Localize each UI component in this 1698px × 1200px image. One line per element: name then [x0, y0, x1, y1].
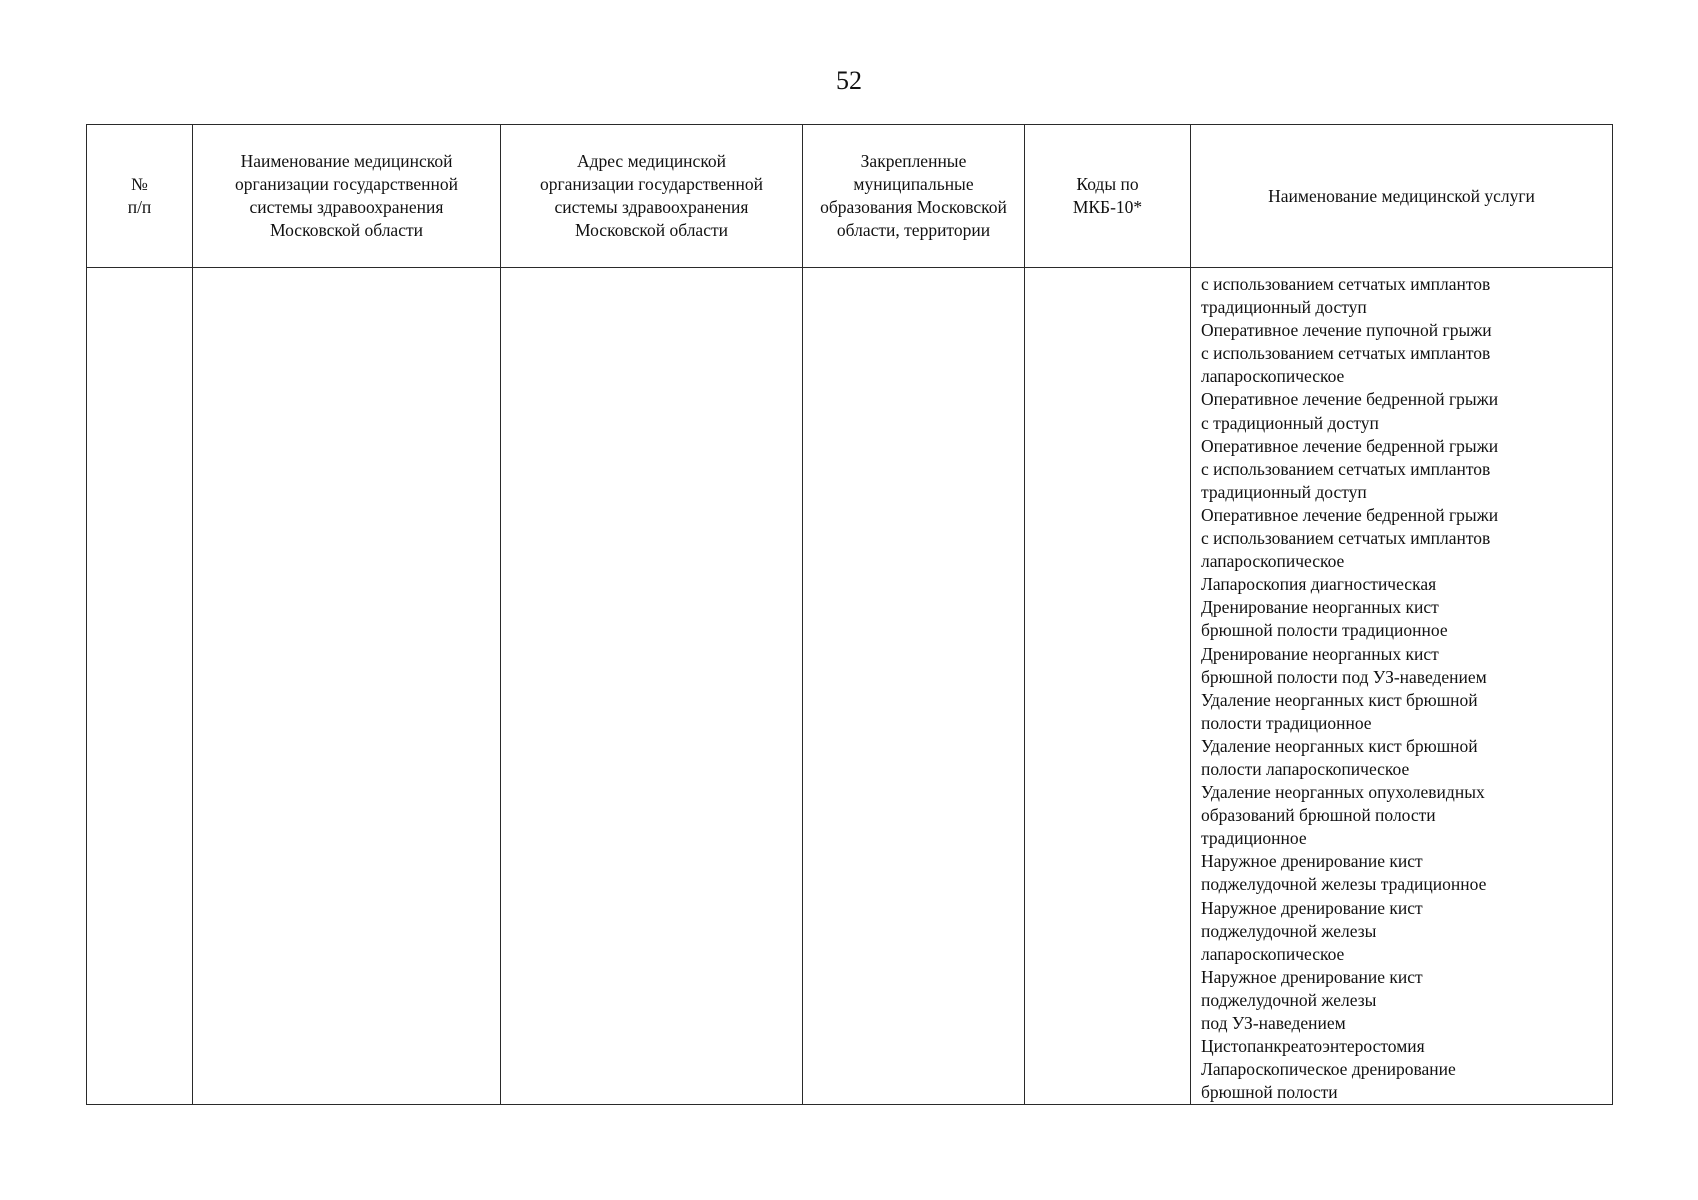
cell-icd-codes	[1025, 268, 1191, 1105]
service-item: с использованием сетчатых имплантов традиционный доступ	[1201, 274, 1491, 318]
header-organization: Наименование медицинской организации государственной системы здравоохранения Московской области	[193, 125, 501, 268]
service-item: Удаление неорганных кист брюшной полости традиционное	[1201, 689, 1478, 733]
header-address: Адрес медицинской организации государственной системы здравоохранения Московской области	[501, 125, 803, 268]
service-item: Удаление неорганных опухолевидных образований брюшной полости традиционное	[1201, 782, 1485, 849]
cell-organization	[193, 268, 501, 1105]
header-number: № п/п	[87, 125, 193, 268]
service-item: Оперативное лечение пупочной грыжи с использованием сетчатых имплантов лапароскопическое	[1201, 320, 1492, 387]
service-item: Наружное дренирование кист поджелудочной железы под УЗ-наведением	[1201, 966, 1423, 1033]
service-item: Лапароскопическое дренирование брюшной полости	[1201, 1059, 1456, 1103]
service-item: Дренирование неорганных кист брюшной полости под УЗ-наведением	[1201, 643, 1487, 687]
cell-address	[501, 268, 803, 1105]
services-list	[1191, 268, 1612, 1104]
table-header-row	[87, 125, 1613, 268]
service-item: Наружное дренирование кист поджелудочной железы лапароскопическое	[1201, 897, 1423, 964]
service-item: Дренирование неорганных кист брюшной полости традиционное	[1201, 597, 1448, 641]
header-municipalities: Закрепленные муниципальные образования Московской области, территории	[803, 125, 1025, 268]
table-row	[87, 268, 1613, 1105]
services-table	[86, 124, 1613, 1105]
header-icd-codes: Коды по МКБ-10*	[1025, 125, 1191, 268]
header-service-name: Наименование медицинской услуги	[1191, 125, 1613, 268]
cell-number	[87, 268, 193, 1105]
cell-services	[1191, 268, 1613, 1105]
service-item: Оперативное лечение бедренной грыжи с традиционный доступ	[1201, 389, 1499, 433]
page-number: 52	[836, 66, 862, 95]
service-item: Лапароскопия диагностическая	[1201, 574, 1437, 595]
service-item: Удаление неорганных кист брюшной полости лапароскопическое	[1201, 735, 1478, 779]
service-item: Цистопанкреатоэнтеростомия	[1201, 1036, 1425, 1057]
cell-municipalities	[803, 268, 1025, 1105]
service-item: Наружное дренирование кист поджелудочной железы традиционное	[1201, 851, 1487, 895]
service-item: Оперативное лечение бедренной грыжи с использованием сетчатых имплантов традиционный доступ	[1201, 435, 1499, 502]
service-item: Оперативное лечение бедренной грыжи с использованием сетчатых имплантов лапароскопическое	[1201, 504, 1499, 572]
